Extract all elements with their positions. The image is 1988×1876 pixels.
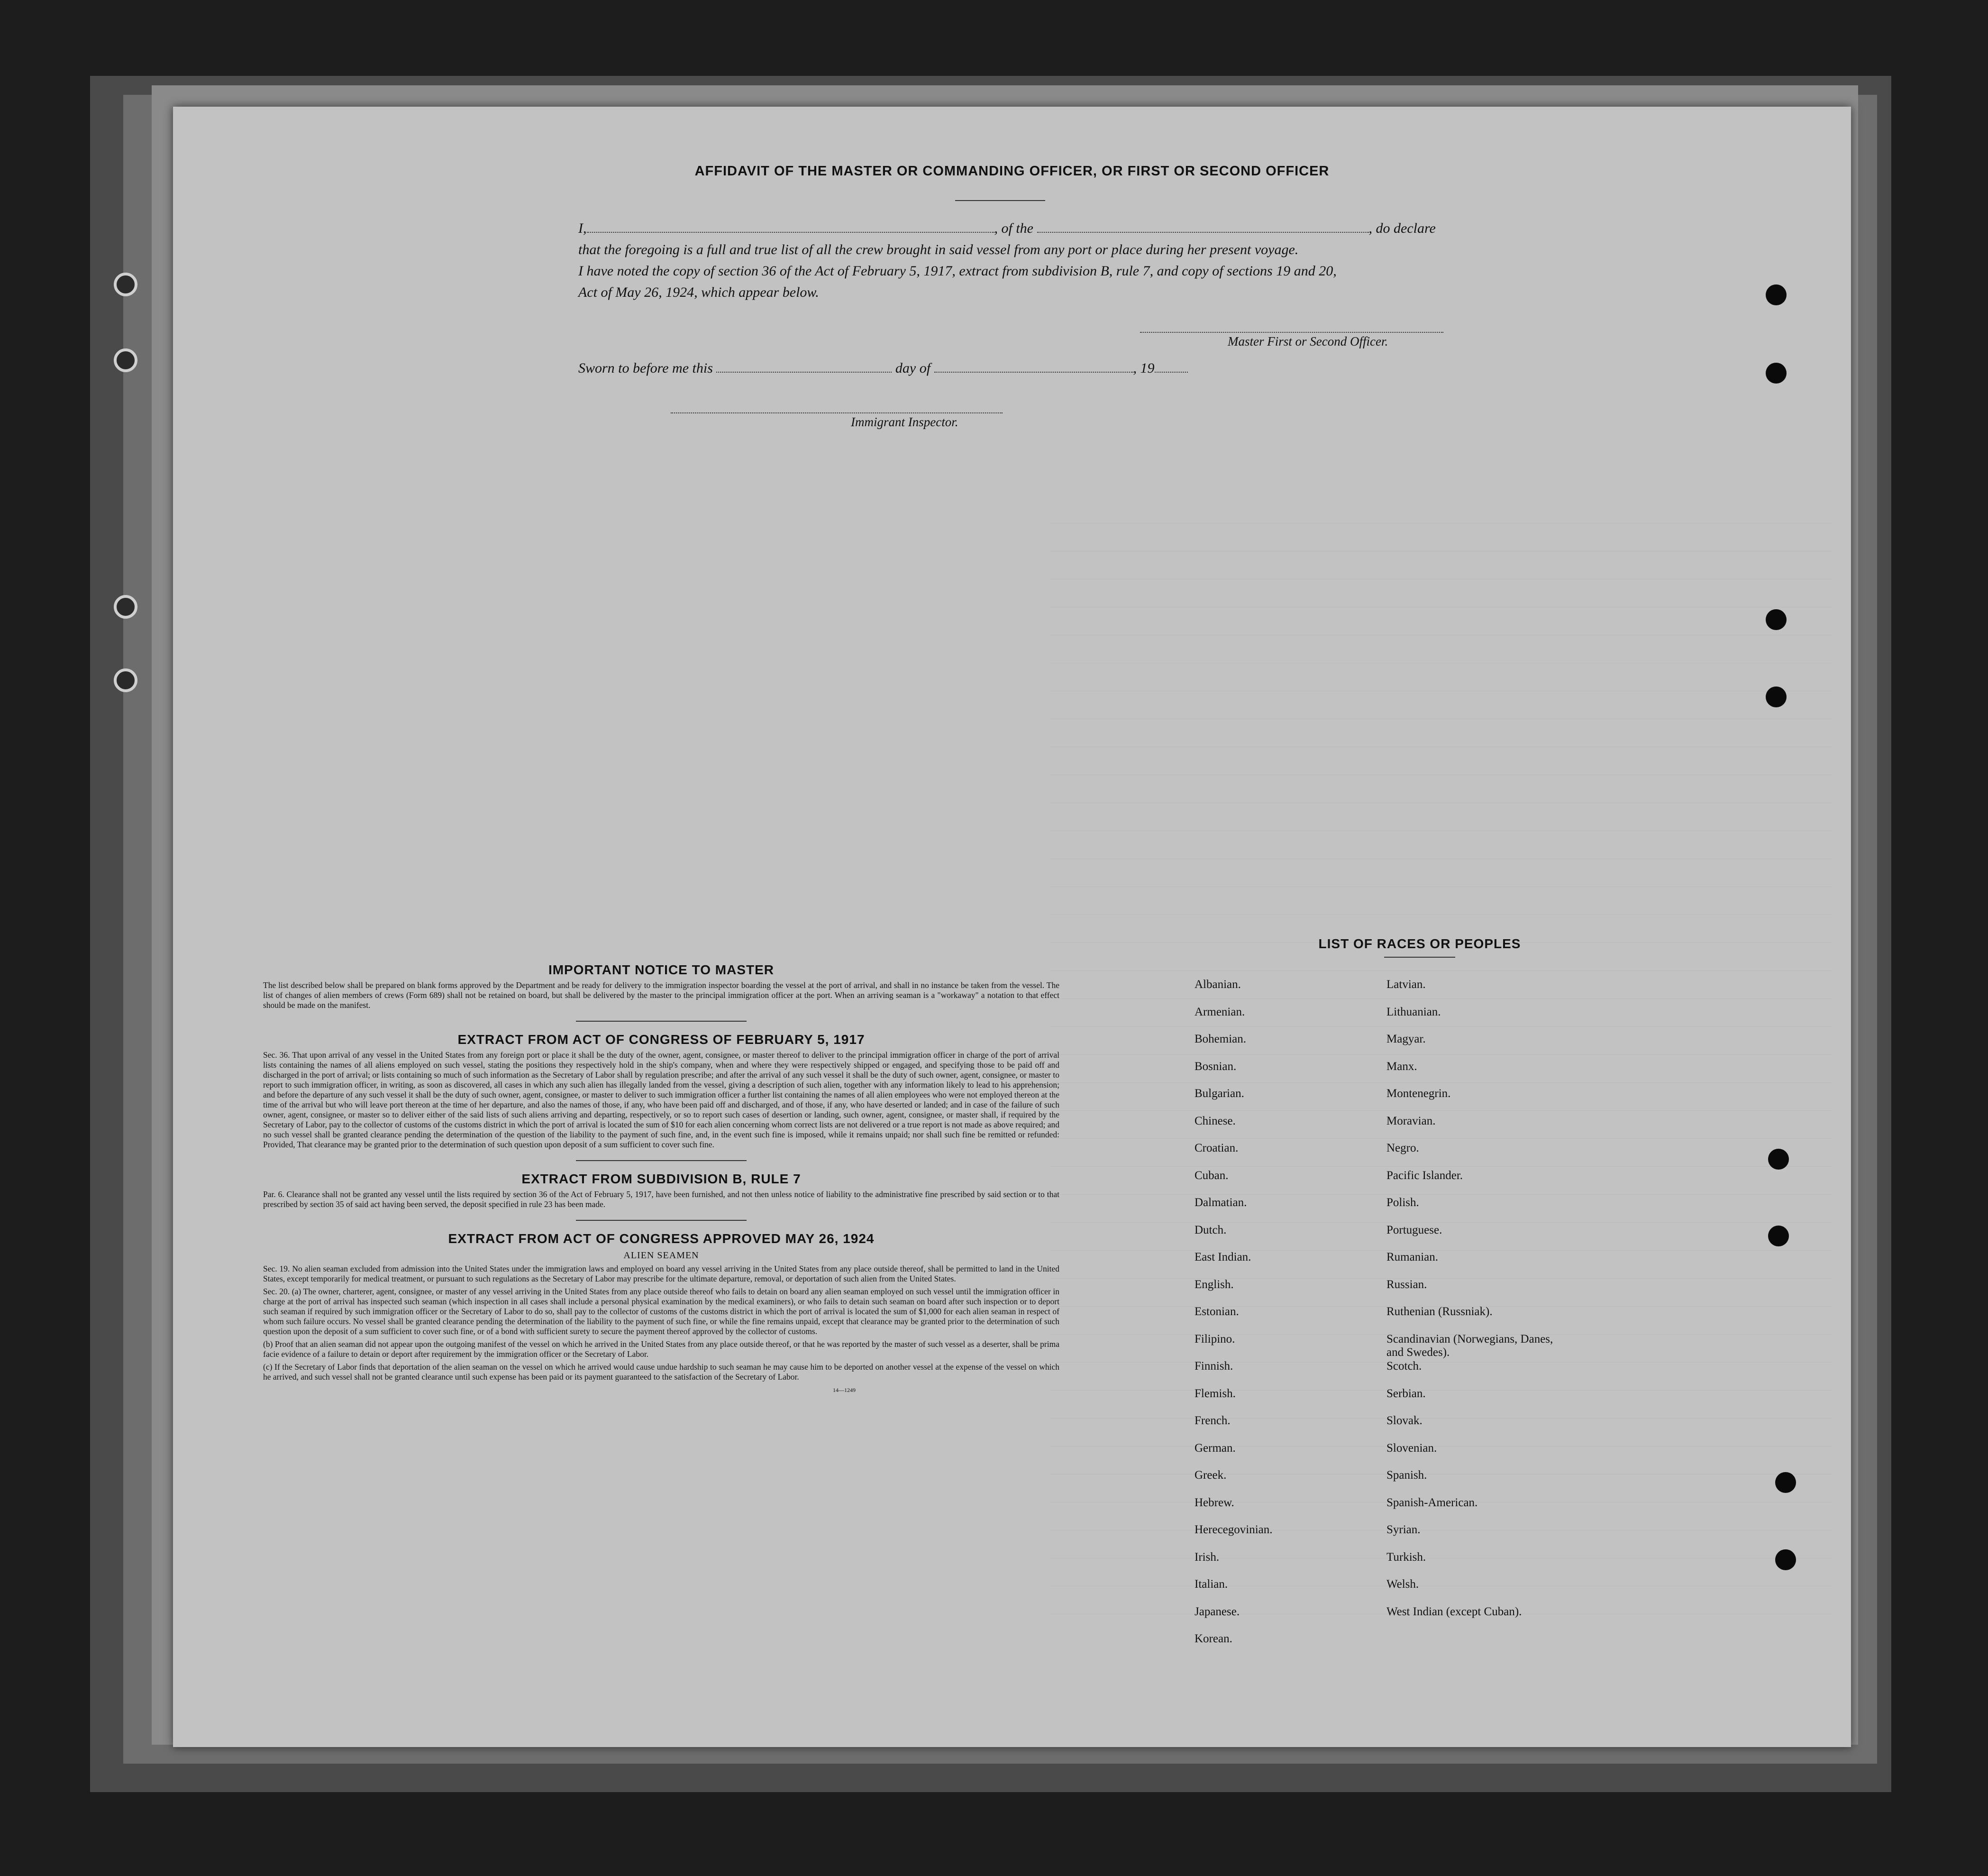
race-item: Negro.: [1386, 1142, 1419, 1154]
race-item: Magyar.: [1386, 1033, 1426, 1045]
race-item: Slovenian.: [1386, 1441, 1437, 1455]
affidavit-title: AFFIDAVIT OF THE MASTER OR COMMANDING OFFICER, OR FIRST OR SECOND OFFICER: [694, 164, 1330, 179]
sec-20b-text: (b) Proof that an alien seaman did not appear upon the outgoing manifest of the vessel on which he arrived in the United States from any place outside thereof, or that he was reported by the master of such vessel as a deserter, shall be prima facie evidence of a failure to detain or deport after requirement by the immigration officer or the Secretary of Labor.: [263, 1339, 1059, 1359]
race-item: Albanian.: [1195, 978, 1241, 991]
punch-hole: [1766, 363, 1787, 384]
punch-hole: [1768, 1226, 1789, 1246]
race-item: Korean.: [1195, 1632, 1232, 1645]
sworn-year: , 19: [1133, 360, 1155, 376]
divider: [576, 1160, 747, 1161]
race-item: Japanese.: [1195, 1605, 1240, 1618]
bleed-row: [1050, 691, 1832, 719]
race-item: Ruthenian (Russniak).: [1386, 1305, 1493, 1318]
affidavit-declare: , do declare: [1368, 220, 1436, 236]
rule-7-text: Par. 6. Clearance shall not be granted any vessel until the lists required by section 36 of the Act of February 5, 1917, have been furnished, and not then unless notice of liability to the administrative fine prescribed by said section or to that prescribed by section 35 of said act having been served, the deposit specified in rule 23 has been made.: [263, 1190, 1059, 1209]
race-item: Slovak.: [1386, 1414, 1423, 1427]
race-item: German.: [1195, 1441, 1236, 1455]
race-item: Bosnian.: [1195, 1060, 1237, 1073]
signature-label: Master First or Second Officer.: [1228, 334, 1388, 348]
race-item: Flemish.: [1195, 1387, 1236, 1400]
bleed-row: [1050, 859, 1832, 887]
notice-title: IMPORTANT NOTICE TO MASTER: [548, 962, 775, 977]
divider: [576, 1220, 747, 1221]
race-item: East Indian.: [1195, 1251, 1251, 1263]
day-blank[interactable]: [716, 362, 892, 373]
bleed-row: [1050, 747, 1832, 775]
sworn-text: Sworn to before me this: [578, 360, 713, 376]
race-item: Welsh.: [1386, 1578, 1419, 1591]
binder-hole: [114, 348, 137, 372]
bleed-row: [1050, 803, 1832, 831]
act-1924-subtitle: ALIEN SEAMEN: [623, 1250, 699, 1261]
affidavit-line-3: I have noted the copy of section 36 of the Act of February 5, 1917, extract from subdivision B, rule 7, and copy of sections 19 and 20,: [578, 263, 1337, 279]
races-title: LIST OF RACES OR PEOPLES: [1318, 936, 1521, 951]
race-item: Estonian.: [1195, 1305, 1239, 1318]
race-item: Bohemian.: [1195, 1033, 1247, 1045]
races-right-column: [1386, 978, 1633, 1632]
vessel-blank[interactable]: [1037, 222, 1369, 233]
race-item: French.: [1195, 1414, 1231, 1427]
race-item: Pacific Islander.: [1386, 1169, 1463, 1182]
sworn-day-of: day of: [895, 360, 931, 376]
rule-7-title: EXTRACT FROM SUBDIVISION B, RULE 7: [521, 1171, 801, 1186]
affidavit-line-1: [578, 220, 1436, 237]
bleed-row: [1050, 551, 1832, 579]
race-item: Cuban.: [1195, 1169, 1229, 1182]
affidavit-i: I,: [578, 220, 587, 236]
act-1917-text: Sec. 36. That upon arrival of any vessel in the United States from any foreign port or place it shall be the duty of the owner, agent, consignee, or master thereof to deliver to the principal immigration officer in charge of the port of arrival lists containing the names of all aliens employed on such vessel, stating the positions they respectively hold in the ship's company, when and where they were respectively shipped or engaged, and specifying those to be paid off and discharged in the port of arrival; or lists containing so much of such information as the Secretary of Labor shall by regulation prescribe; and after the arrival of any such vessel it shall be the duty of such owner, agent, consignee, or master to report to such immigration officer, in writing, as soon as discovered, all cases in which any such alien has illegally landed from the vessel, giving a description of such alien, together with any information likely to lead to his apprehension; and before the departure of any such vessel it shall be the duty of such owner, agent, consignee, or master to deliver to such immigration officer a further list containing the names of all alien employees who were not employed thereon at the time of the arrival but who will leave port thereon at the time of her departure, and also the names of those, if any, who have been paid off and discharged, and of those, if any, who have deserted or landed; and in case of the failure of such owner, agent, consignee, or master so to deliver either of the said lists of such aliens arriving and departing, respectively, or so to report such cases of desertion or landing, such owner, agent, consignee, or master shall, if required by the Secretary of Labor, pay to the collector of customs of the customs district in which the port of arrival is located the sum of $10 for each alien concerning whom correct lists are not delivered or a true report is not made as above required; and no such vessel shall be granted clearance pending the determination of the question of the liability to the payment of such fine, and, in the event such fine is imposed, while it remains unpaid; nor shall such fine be remitted or refunded: Provided, That clearance may be granted prior to the determination of such question upon deposit of a sum sufficient to cover such fine.: [263, 1050, 1059, 1149]
race-item: Italian.: [1195, 1578, 1228, 1591]
bleed-row: [1050, 719, 1832, 747]
race-item: Scandinavian (Norwegians, Danes, and Swedes).: [1386, 1332, 1553, 1359]
binder-hole: [114, 668, 137, 692]
divider: [1384, 957, 1455, 958]
race-item: Hebrew.: [1195, 1496, 1234, 1509]
year-blank[interactable]: [1155, 362, 1188, 373]
affidavit-line-2: that the foregoing is a full and true list of all the crew brought in said vessel from any port or place during her present voyage.: [578, 242, 1299, 257]
punch-hole: [1766, 609, 1787, 630]
bleed-row: [1050, 663, 1832, 691]
sworn-line: [578, 360, 1188, 376]
race-item: Filipino.: [1195, 1332, 1235, 1345]
binder-hole: [114, 595, 137, 619]
punch-hole: [1766, 686, 1787, 707]
month-blank[interactable]: [934, 362, 1133, 373]
notice-text: The list described below shall be prepared on blank forms approved by the Department and be ready for delivery to the immigration inspector boarding the vessel at the port of arrival, and shall in no instance be taken from the vessel. The list of changes of alien members of crews (Form 689) shall not be retained on board, but shall be delivered by the master to the principal immigration officer at the port. When an arriving seaman is a "workaway" a notation to that effect should be made on the manifest.: [263, 980, 1059, 1010]
race-item: Finnish.: [1195, 1360, 1233, 1373]
punch-hole: [1766, 284, 1787, 305]
race-item: Syrian.: [1386, 1523, 1421, 1536]
bleed-row: [1050, 579, 1832, 607]
sec-20a-text: Sec. 20. (a) The owner, charterer, agent, consignee, or master of any vessel arriving in the United States from any place outside thereof who fails to detain on board any alien seaman employed on such vessel until the immigration officer in charge at the port of arrival has inspected such seaman (which inspection in all cases shall include a personal physical examination by the medical examiners), or who fails to detain such seaman on board after such inspection or to deport such seaman if required by such immigration officer or the Secretary of Labor to do so, shall pay to the collector of customs of the customs district in which the port of arrival is located the sum of $1,000 for each alien seaman in respect of whom such failure occurs. No vessel shall be granted clearance pending the determination of the liability to the payment of such fine, or while the fine remains unpaid, except that clearance may be granted prior to the determination of such question upon the deposit of a sum sufficient to cover such fine, or of a bond with sufficient surety to secure the payment thereof approved by the collector of customs.: [263, 1287, 1059, 1336]
bleed-row: [1050, 523, 1832, 551]
signature-line[interactable]: [1140, 332, 1443, 333]
inspector-label: Immigrant Inspector.: [851, 415, 958, 429]
divider: [576, 1021, 747, 1022]
race-item: Turkish.: [1386, 1550, 1426, 1564]
race-item: Armenian.: [1195, 1005, 1245, 1018]
divider: [955, 200, 1045, 201]
punch-hole: [1775, 1472, 1796, 1493]
race-item: English.: [1195, 1278, 1234, 1291]
legal-extracts: [263, 962, 1059, 1394]
race-item: Lithuanian.: [1386, 1005, 1441, 1018]
race-item: Russian.: [1386, 1278, 1427, 1291]
race-item: Croatian.: [1195, 1142, 1239, 1154]
race-item: Bulgarian.: [1195, 1087, 1244, 1100]
race-item: Portuguese.: [1386, 1223, 1442, 1236]
race-item: Greek.: [1195, 1469, 1227, 1482]
race-item: Moravian.: [1386, 1114, 1436, 1127]
race-item: Spanish-American.: [1386, 1496, 1478, 1509]
race-item: Dutch.: [1195, 1223, 1227, 1236]
punch-hole: [1775, 1549, 1796, 1570]
bleed-row: [1050, 635, 1832, 663]
sec-19-text: Sec. 19. No alien seaman excluded from admission into the United States under the immigration laws and employed on board any vessel arriving in the United States from any place outside thereof, shall be permitted to land in the United States, except temporarily for medical treatment, or pursuant to such regulations as the Secretary of Labor may prescribe for the ultimate departure, removal, or deportation of such alien from the United States.: [263, 1264, 1059, 1283]
race-item: West Indian (except Cuban).: [1386, 1605, 1522, 1618]
race-item: Scotch.: [1386, 1360, 1422, 1373]
race-item: Polish.: [1386, 1196, 1419, 1209]
race-item: Herecegovinian.: [1195, 1523, 1273, 1536]
affidavit-of: , of the: [994, 220, 1033, 236]
punch-hole: [1768, 1149, 1789, 1170]
race-item: Rumanian.: [1386, 1251, 1439, 1263]
race-item: Irish.: [1195, 1550, 1220, 1564]
name-blank[interactable]: [587, 222, 994, 233]
affidavit-line-4: Act of May 26, 1924, which appear below.: [578, 284, 819, 300]
bleed-row: [1050, 887, 1832, 915]
binder-hole: [114, 273, 137, 296]
act-1917-title: EXTRACT FROM ACT OF CONGRESS OF FEBRUARY 5, 1917: [457, 1032, 865, 1047]
race-item: Dalmatian.: [1195, 1196, 1247, 1209]
act-1924-title: EXTRACT FROM ACT OF CONGRESS APPROVED MAY 26, 1924: [448, 1231, 875, 1246]
race-item: Serbian.: [1386, 1387, 1426, 1400]
race-item: Latvian.: [1386, 978, 1426, 991]
document-page: [173, 107, 1851, 1747]
race-item: Chinese.: [1195, 1114, 1236, 1127]
bleed-row: [1050, 607, 1832, 635]
race-item: Montenegrin.: [1386, 1087, 1451, 1100]
race-item: Spanish.: [1386, 1469, 1427, 1482]
bleed-row: [1050, 775, 1832, 803]
form-number: 14—1249: [833, 1387, 856, 1393]
sec-20c-text: (c) If the Secretary of Labor finds that deportation of the alien seaman on the vessel on which he arrived would cause undue hardship to such seaman he may cause him to be deported on another vessel at the expense of the vessel on which he arrived, and such vessel shall not be granted clearance until such expense has been paid or its payment guaranteed to the satisfaction of the Secretary of Labor.: [263, 1362, 1059, 1382]
race-item: Manx.: [1386, 1060, 1417, 1073]
inspector-signature-line[interactable]: [671, 412, 1003, 413]
bleed-row: [1050, 495, 1832, 523]
bleed-row: [1050, 831, 1832, 859]
